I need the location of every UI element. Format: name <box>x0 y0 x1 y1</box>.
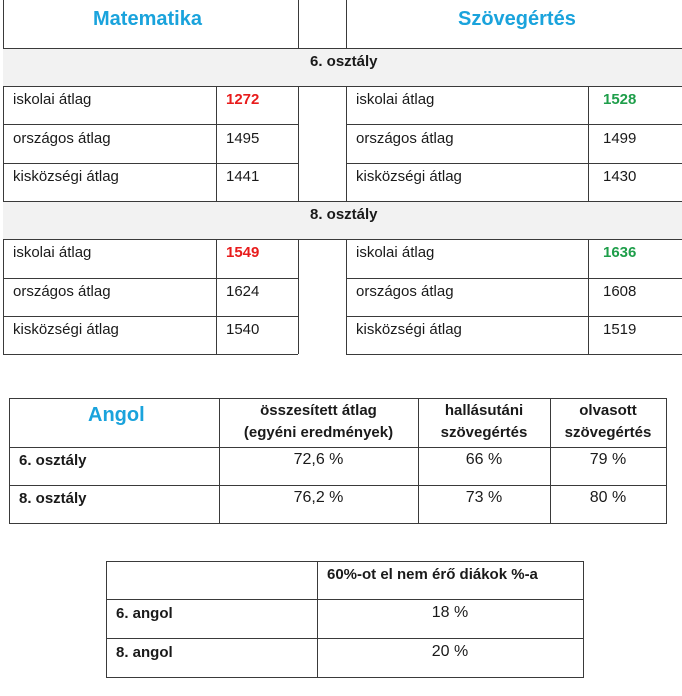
rule <box>3 48 682 49</box>
reading-title: Szövegértés <box>458 8 576 30</box>
math-g8-school-value: 1549 <box>226 244 260 261</box>
reading-g8-school-value: 1636 <box>603 244 637 261</box>
reading-g8-national-label: országos átlag <box>356 283 454 300</box>
reading-g6-village-label: kisközségi átlag <box>356 168 462 185</box>
reading-g6-village-value: 1430 <box>603 168 637 185</box>
rule <box>346 354 682 355</box>
rule <box>9 398 10 524</box>
rule <box>583 561 584 678</box>
rule <box>106 561 584 562</box>
math-g6-village-value: 1441 <box>226 168 260 185</box>
english-overall-value: 72,6 % <box>293 451 344 468</box>
english-row-label: 8. osztály <box>19 490 87 507</box>
math-g8-school-label: iskolai átlag <box>13 244 92 261</box>
col-header-listening-line2: szövegértés <box>440 424 528 441</box>
rule <box>298 0 299 48</box>
rule <box>588 86 589 201</box>
math-g6-village-label: kisközségi átlag <box>13 168 119 185</box>
col-header-overall-line1: összesített átlag <box>260 402 377 419</box>
english-title: Angol <box>88 404 145 426</box>
math-title: Matematika <box>93 8 202 30</box>
math-g6-school-value: 1272 <box>226 91 260 108</box>
rule <box>216 86 217 201</box>
reading-g6-national-value: 1499 <box>603 130 637 147</box>
rule <box>3 163 298 164</box>
rule <box>298 239 299 354</box>
rule <box>3 239 682 240</box>
rule <box>9 398 667 399</box>
rule <box>106 599 584 600</box>
col-header-listening-line1: hallásutáni <box>444 402 524 419</box>
reading-g8-village-value: 1519 <box>603 321 637 338</box>
rule <box>3 86 4 201</box>
reading-g6-national-label: országos átlag <box>356 130 454 147</box>
below60-row-value: 18 % <box>431 604 469 621</box>
rule <box>346 0 347 48</box>
rule <box>346 239 347 354</box>
rule <box>3 86 682 87</box>
below60-row-value: 20 % <box>431 643 469 660</box>
english-listening-value: 66 % <box>465 451 503 468</box>
math-g8-national-label: országos átlag <box>13 283 111 300</box>
rule <box>9 523 667 524</box>
rule <box>346 163 682 164</box>
math-g6-school-label: iskolai átlag <box>13 91 92 108</box>
english-overall-value: 76,2 % <box>293 489 344 506</box>
col-header-listening <box>418 402 550 442</box>
rule <box>106 677 584 678</box>
reading-g6-school-value: 1528 <box>603 91 637 108</box>
col-header-overall-line2: (egyéni eredmények) <box>243 424 394 441</box>
col-header-overall <box>219 402 418 442</box>
english-reading-value: 80 % <box>589 489 627 506</box>
math-g8-village-label: kisközségi átlag <box>13 321 119 338</box>
rule <box>3 124 298 125</box>
rule <box>3 278 298 279</box>
rule <box>346 124 682 125</box>
rule <box>106 638 584 639</box>
math-g8-national-value: 1624 <box>226 283 260 300</box>
rule <box>666 398 667 524</box>
rule <box>3 201 682 202</box>
col-header-reading-line2: szövegértés <box>564 424 652 441</box>
reading-g8-school-label: iskolai átlag <box>356 244 435 261</box>
rule <box>588 239 589 354</box>
english-listening-value: 73 % <box>465 489 503 506</box>
rule <box>3 0 4 48</box>
math-g8-village-value: 1540 <box>226 321 260 338</box>
below60-header: 60%-ot el nem érő diákok %-a <box>327 566 538 583</box>
math-g6-national-label: országos átlag <box>13 130 111 147</box>
rule <box>9 447 667 448</box>
rule <box>346 278 682 279</box>
english-reading-value: 79 % <box>589 451 627 468</box>
rule <box>298 86 299 201</box>
rule <box>216 239 217 354</box>
rule <box>106 561 107 678</box>
rule <box>346 316 682 317</box>
reading-g8-village-label: kisközségi átlag <box>356 321 462 338</box>
rule <box>9 485 667 486</box>
rule <box>3 239 4 354</box>
col-header-reading <box>550 402 666 442</box>
reading-g8-national-value: 1608 <box>603 283 637 300</box>
section-title-grade8: 8. osztály <box>310 206 378 223</box>
below60-row-label: 8. angol <box>116 644 173 661</box>
math-g6-national-value: 1495 <box>226 130 260 147</box>
rule <box>3 316 298 317</box>
rule <box>346 86 347 201</box>
english-row-label: 6. osztály <box>19 452 87 469</box>
reading-g6-school-label: iskolai átlag <box>356 91 435 108</box>
section-title-grade6: 6. osztály <box>310 53 378 70</box>
below60-row-label: 6. angol <box>116 605 173 622</box>
rule <box>3 354 298 355</box>
col-header-reading-line1: olvasott <box>579 402 637 419</box>
